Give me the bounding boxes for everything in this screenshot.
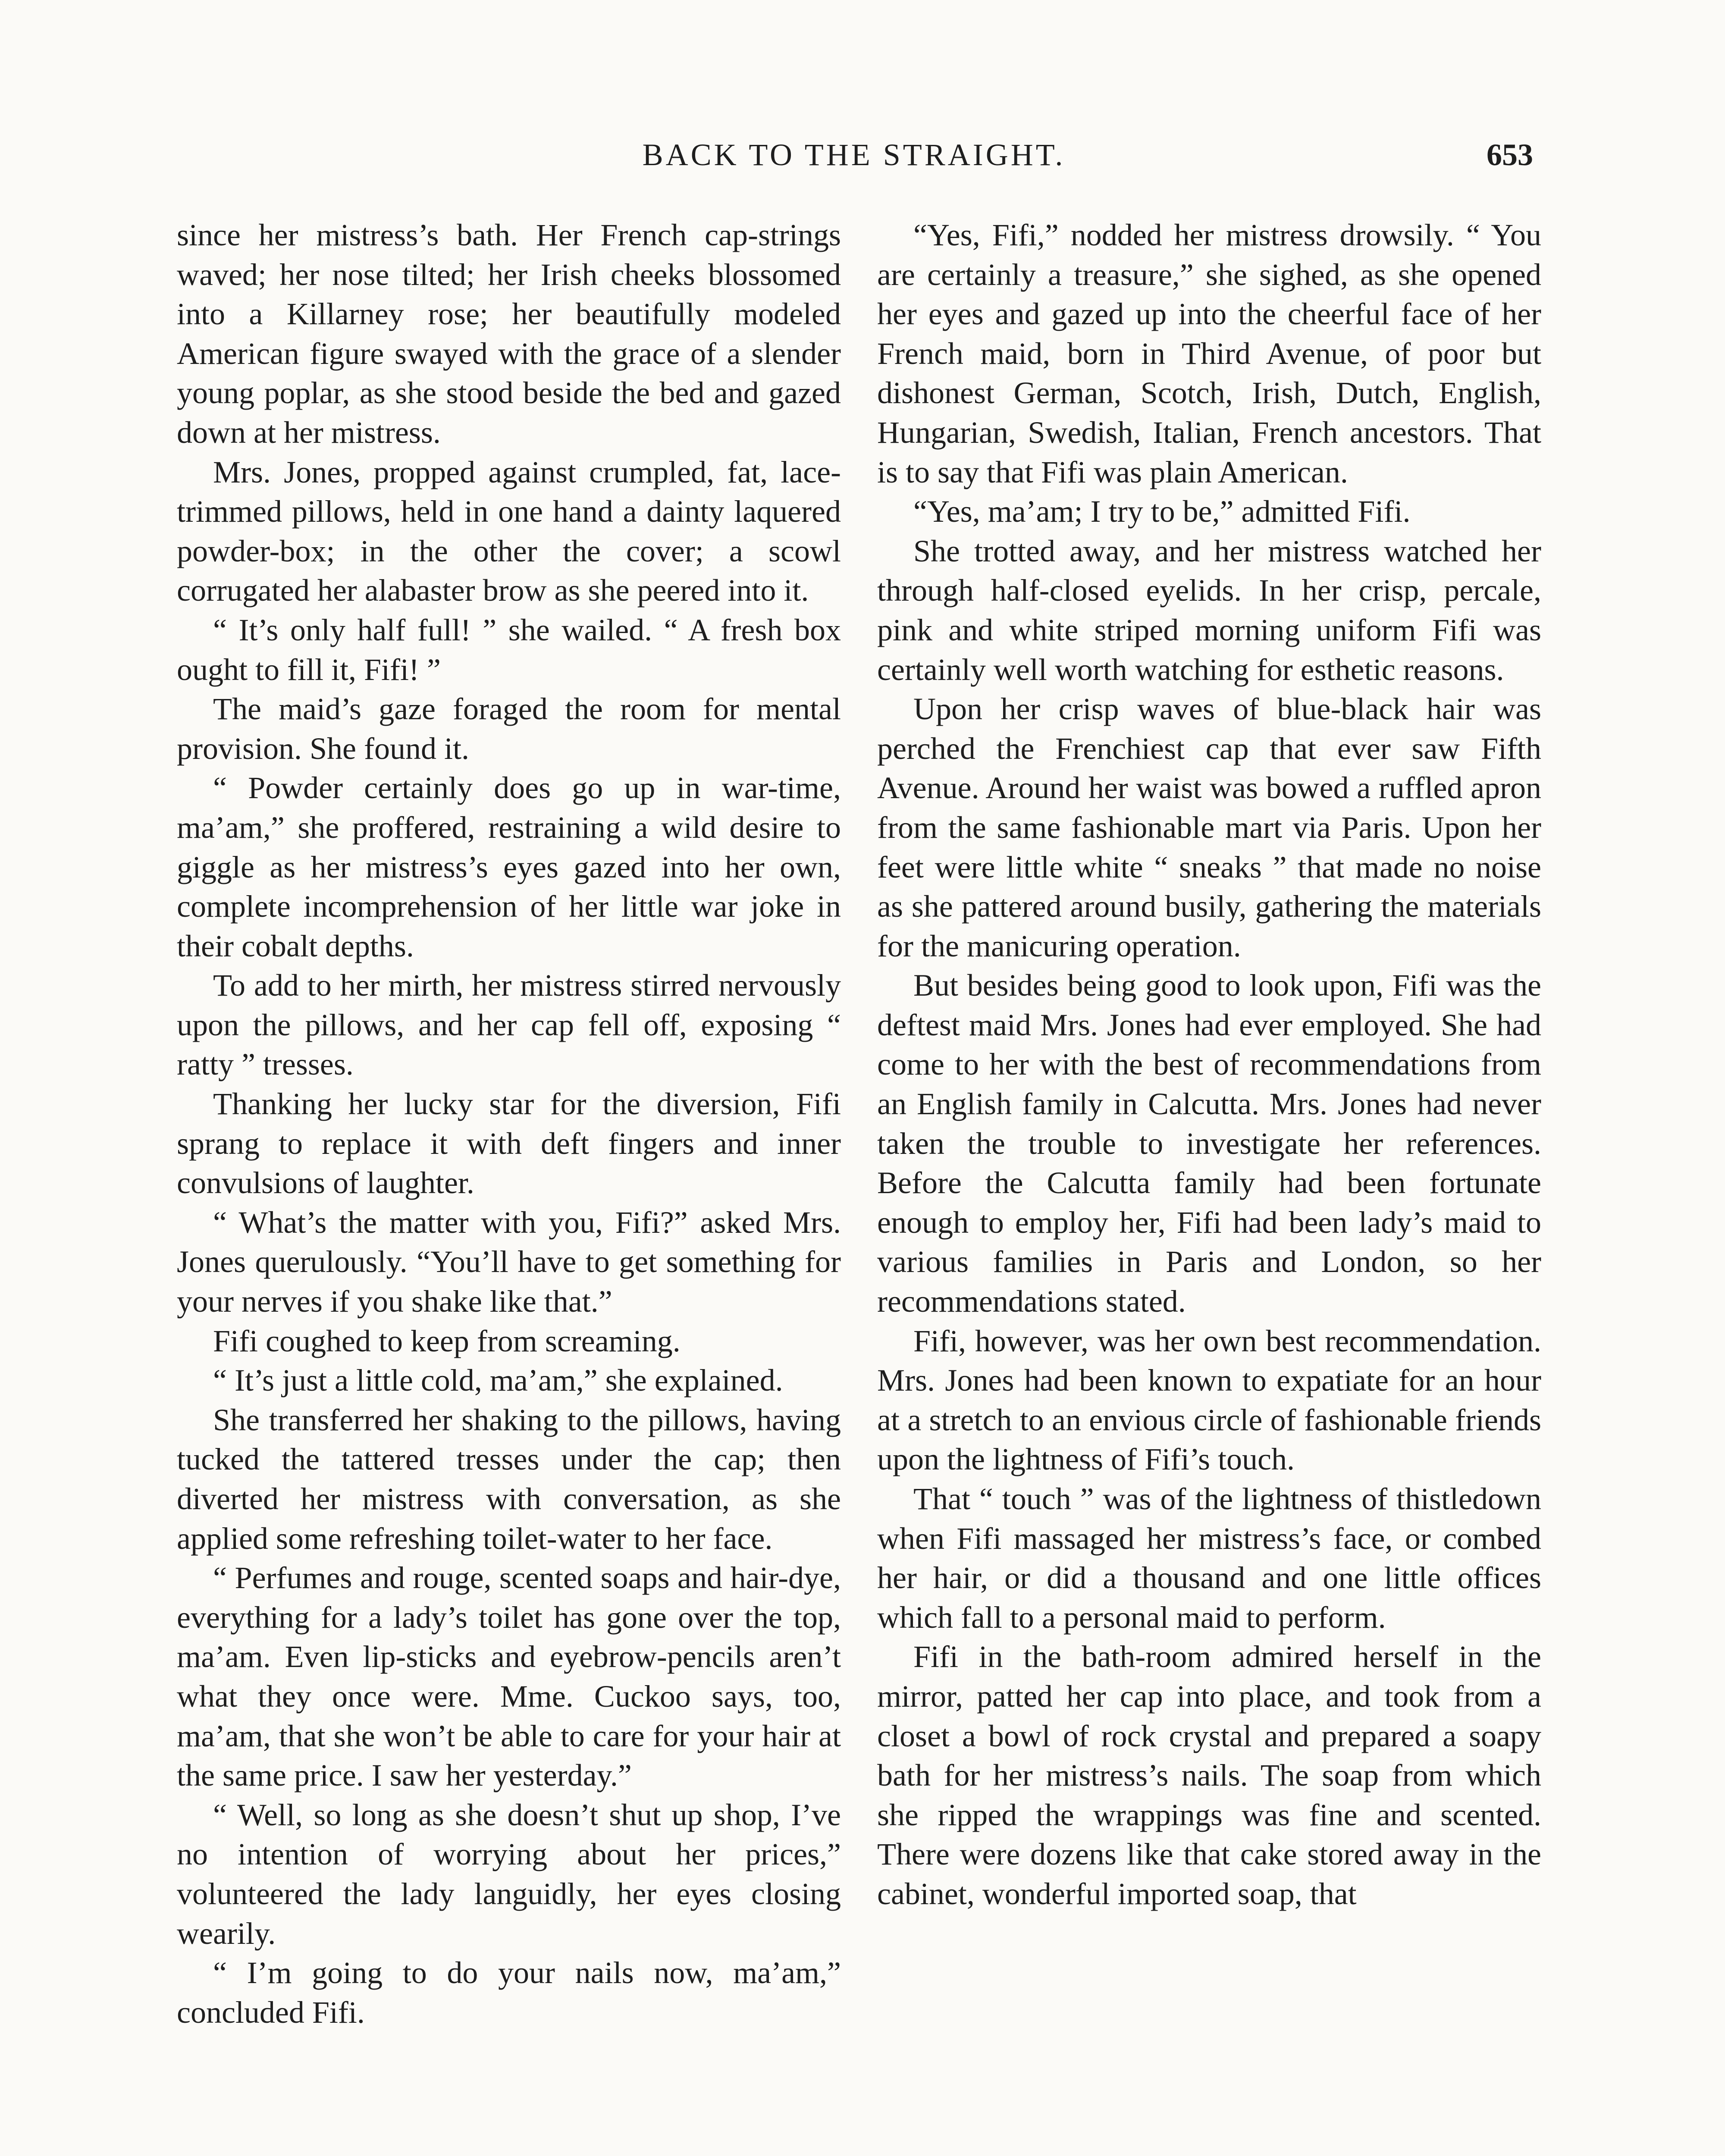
paragraph: Fifi, however, was her own best recommendation. Mrs. Jones had been known to expatiate for an hour at a stretch to an envious circle of fashionable friends upon the lightness of Fifi’s touch. <box>877 1323 1541 1477</box>
paragraph: But besides being good to look upon, Fifi was the deftest maid Mrs. Jones had ever employed. She had come to her with the best of recommendations from an English family in Calcutta. Mrs. Jones had never taken the trouble to investigate her references. Before the Calcutta family had been fortunate enough to employ her, Fifi had been lady’s maid to various families in Paris and London, so her recommendations stated. <box>877 968 1541 1319</box>
paragraph: “ It’s only half full! ” she wailed. “ A fresh box ought to fill it, Fifi! ” <box>177 612 841 687</box>
paragraph: She trotted away, and her mistress watched her through half-closed eyelids. In her crisp, percale, pink and white striped morning uniform Fifi was certainly well worth watching for esthetic reasons. <box>877 533 1541 687</box>
paragraph: That “ touch ” was of the lightness of thistledown when Fifi massaged her mistress’s face, or combed her hair, or did a thousand and one little offices which fall to a personal maid to perform. <box>877 1482 1541 1635</box>
paragraph: “Yes, Fifi,” nodded her mistress drowsily. “ You are certainly a treasure,” she sighed, as she opened her eyes and gazed up into the cheerful face of her French maid, born in Third Avenue, of poor but dishonest German, Scotch, Irish, Dutch, English, Hungarian, Swedish, Italian, French ancestors. That is to say that Fifi was plain American. <box>877 218 1541 489</box>
paragraph: “ Perfumes and rouge, scented soaps and hair-dye, everything for a lady’s toilet has gone over the top, ma’am. Even lip-sticks and eyebrow-pencils aren’t what they once were. Mme. Cuckoo says, too, ma’am, that she won’t be able to care for your hair at the same price. I saw her yesterday.” <box>177 1561 841 1793</box>
running-title: BACK TO THE STRAIGHT. <box>642 138 1066 172</box>
page-header <box>175 137 1533 189</box>
paragraph: “ It’s just a little cold, ma’am,” she explained. <box>213 1363 783 1398</box>
paragraph: since her mistress’s bath. Her French cap-strings waved; her nose tilted; her Irish cheeks blossomed into a Killarney rose; her beautifully modeled American figure swayed with the grace of a slender young poplar, as she stood beside the bed and gazed down at her mistress. <box>177 218 841 450</box>
page-number: 653 <box>1487 138 1533 172</box>
paragraph: “ I’m going to do your nails now, ma’am,” concluded Fifi. <box>177 1955 841 2030</box>
left-column <box>177 216 841 2032</box>
paragraph: “ Powder certainly does go up in war-time, ma’am,” she proffered, restraining a wild desire to giggle as her mistress’s eyes gazed into her own, complete incomprehension of her little war joke in their cobalt depths. <box>177 771 841 963</box>
paragraph: She transferred her shaking to the pillows, having tucked the tattered tresses under the cap; then diverted her mistress with conversation, as she applied some refreshing toilet-water to her face. <box>177 1402 841 1556</box>
paragraph: The maid’s gaze foraged the room for mental provision. She found it. <box>177 692 841 766</box>
paragraph: “ Well, so long as she doesn’t shut up shop, I’ve no intention of worrying about her prices,” volunteered the lady languidly, her eyes closing wearily. <box>177 1797 841 1951</box>
right-column <box>877 216 1541 1914</box>
paragraph: To add to her mirth, her mistress stirred nervously upon the pillows, and her cap fell off, exposing “ ratty ” tresses. <box>177 968 841 1082</box>
paragraph: Upon her crisp waves of blue-black hair was perched the Frenchiest cap that ever saw Fifth Avenue. Around her waist was bowed a ruffled apron from the same fashionable mart via Paris. Upon her feet were little white “ sneaks ” that made no noise as she pattered around busily, gathering the materials for the manicuring operation. <box>877 692 1541 963</box>
paragraph: “ What’s the matter with you, Fifi?” asked Mrs. Jones querulously. “You’ll have to get something for your nerves if you shake like that.” <box>177 1205 841 1319</box>
paragraph: “Yes, ma’am; I try to be,” admitted Fifi. <box>913 494 1411 529</box>
paragraph: Mrs. Jones, propped against crumpled, fat, lace-trimmed pillows, held in one hand a dainty laquered powder-box; in the other the cover; a scowl corrugated her alabaster brow as she peered into it. <box>177 454 841 608</box>
paragraph: Fifi coughed to keep from screaming. <box>213 1323 681 1358</box>
paragraph: Fifi in the bath-room admired herself in the mirror, patted her cap into place, and took from a closet a bowl of rock crystal and prepared a soapy bath for her mistress’s nails. The soap from which she ripped the wrappings was fine and scented. There were dozens like that cake stored away in the cabinet, wonderful imported soap, that <box>877 1639 1541 1911</box>
paragraph: Thanking her lucky star for the diversion, Fifi sprang to replace it with deft fingers and inner convulsions of laughter. <box>177 1087 841 1200</box>
